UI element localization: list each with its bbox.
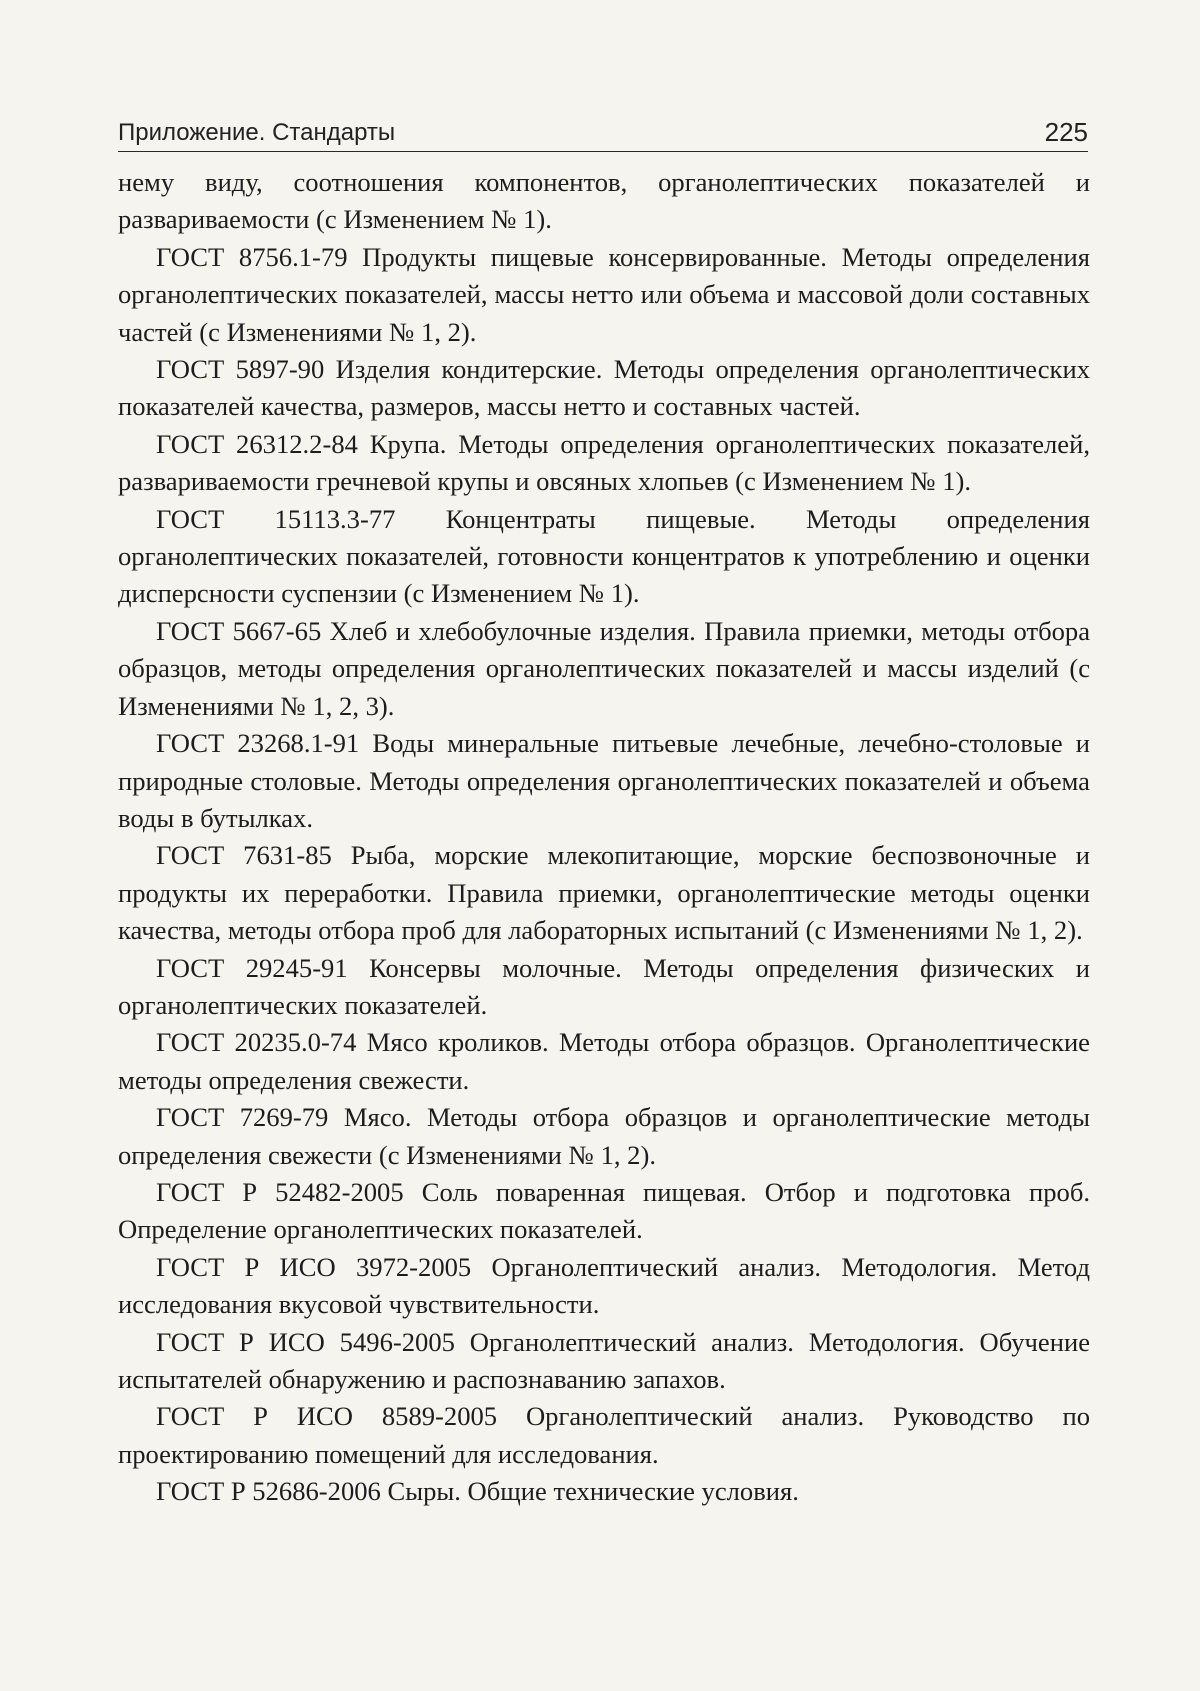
standard-entry: ГОСТ 7631-85 Рыба, морские млекопитающие, морские беспозвоночные и продукты их переработки. Правила приемки, органолептические методы оценки качества, методы отбора проб для лабораторных испытаний (с Изменениями № 1, 2). [118, 840, 1090, 946]
standard-entry: ГОСТ Р 52482-2005 Соль поваренная пищевая. Отбор и подготовка проб. Определение органолептических показателей. [118, 1176, 1090, 1245]
page-body [118, 164, 1090, 1511]
running-header [118, 115, 1088, 152]
paragraph-continuation: нему виду, соотношения компонентов, органолептических показателей и развариваемости (с Изменением № 1). [118, 167, 1090, 235]
standard-entry: ГОСТ 5897-90 Изделия кондитерские. Методы определения органолептических показателей качества, размеров, массы нетто и составных частей. [118, 354, 1090, 422]
standard-entry: ГОСТ Р ИСО 8589-2005 Органолептический анализ. Руководство по проектированию помещений для исследования. [118, 1401, 1090, 1469]
standard-entry: ГОСТ 15113.3-77 Концентраты пищевые. Методы определения органолептических показателей, готовности концентратов к употреблению и оценки дисперсности суспензии (с Изменением № 1). [118, 503, 1090, 609]
standard-entry: ГОСТ 8756.1-79 Продукты пищевые консервированные. Методы определения органолептических показателей, массы нетто или объема и массовой доли составных частей (с Изменениями № 1, 2). [118, 241, 1090, 347]
standard-entry: ГОСТ 23268.1-91 Воды минеральные питьевые лечебные, лечебно-столовые и природные столовые. Методы определения органолептических показателей и объема воды в бутылках. [118, 728, 1090, 833]
standard-entry: ГОСТ 29245-91 Консервы молочные. Методы определения физических и органолептических показателей. [118, 952, 1090, 1020]
standard-entry: ГОСТ 20235.0-74 Мясо кроликов. Методы отбора образцов. Органолептические методы определения свежести. [118, 1027, 1090, 1095]
page-number: 225 [1044, 117, 1088, 147]
running-header-title: Приложение. Стандарты [118, 119, 396, 146]
standard-entry: ГОСТ Р ИСО 3972-2005 Органолептический анализ. Методология. Метод исследования вкусовой чувствительности. [118, 1251, 1090, 1320]
standard-entry: ГОСТ 5667-65 Хлеб и хлебобулочные изделия. Правила приемки, методы отбора образцов, методы определения органолептических показателей и массы изделий (с Изменениями № 1, 2, 3). [118, 615, 1090, 721]
standard-entry: ГОСТ 7269-79 Мясо. Методы отбора образцов и органолептические методы определения свежести (с Изменениями № 1, 2). [118, 1102, 1090, 1170]
standard-entry: ГОСТ 26312.2-84 Крупа. Методы определения органолептических показателей, развариваемости гречневой крупы и овсяных хлопьев (с Изменением № 1). [118, 428, 1090, 497]
standard-entry: ГОСТ Р ИСО 5496-2005 Органолептический анализ. Методология. Обучение испытателей обнаружению и распознаванию запахов. [118, 1326, 1090, 1394]
standard-entry: ГОСТ Р 52686-2006 Сыры. Общие технические условия. [156, 1476, 799, 1507]
